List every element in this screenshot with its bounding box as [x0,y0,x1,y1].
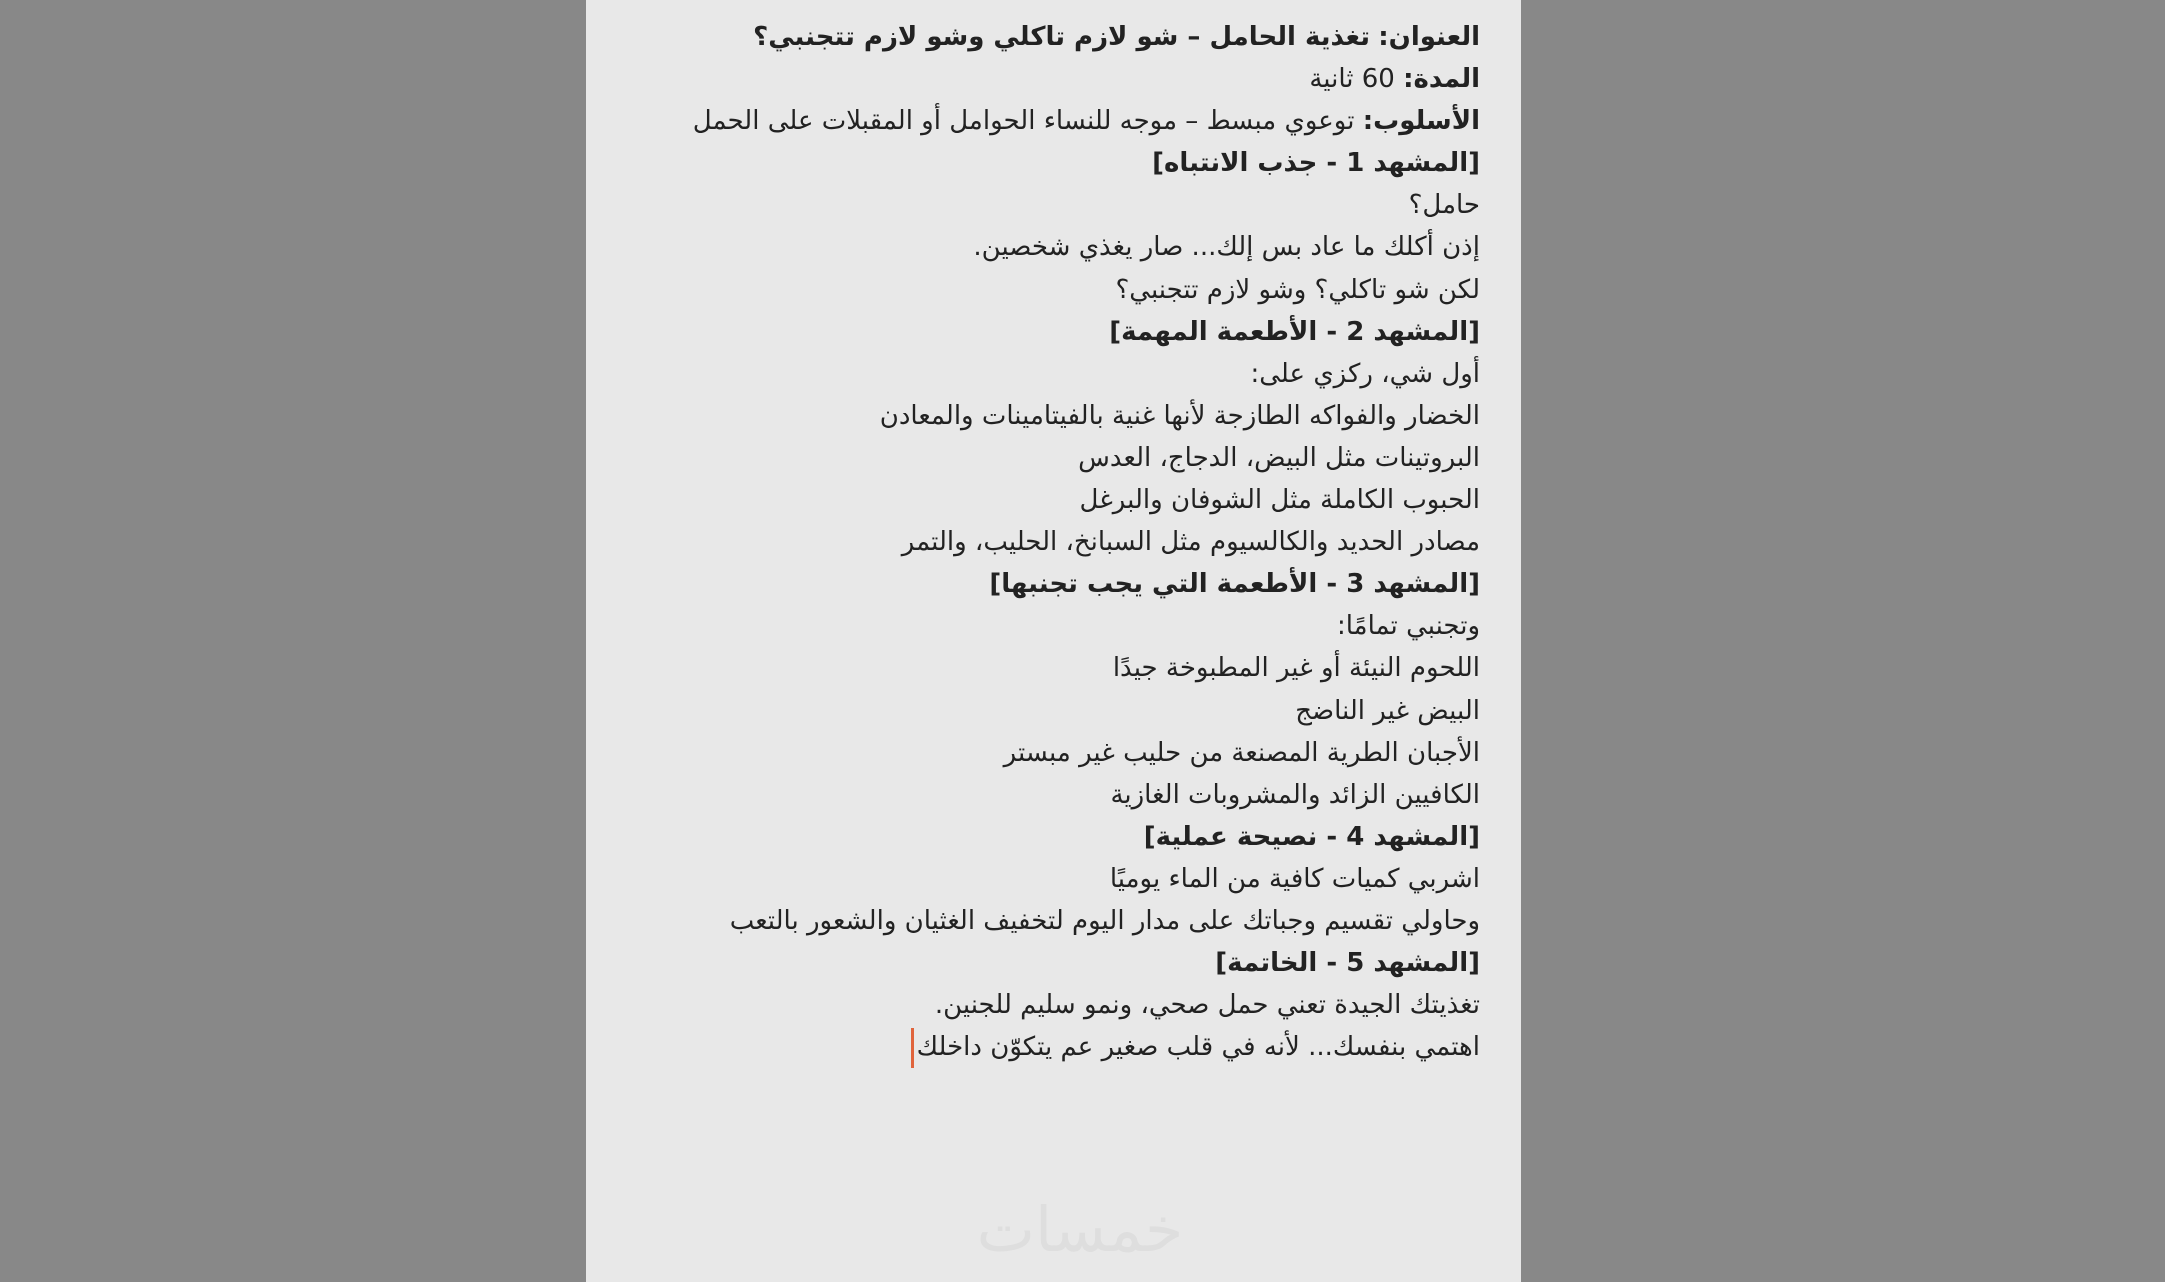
scene-3-heading: [المشهد 3 - الأطعمة التي يجب تجنبها] [989,569,1480,600]
text-cursor [911,1028,914,1068]
title-value: تغذية الحامل – شو لازم تاكلي وشو لازم تتجنبي؟ [753,22,1370,52]
duration-line [620,58,1480,100]
scene-3-line: اللحوم النيئة أو غير المطبوخة جيدًا [1112,653,1480,684]
scene-5-last-line [620,1026,1480,1068]
document-body[interactable] [620,16,1480,1068]
scene-2-line: الخضار والفواكه الطازجة لأنها غنية بالفيتامينات والمعادن [879,400,1480,431]
scene-5-line: اهتمي بنفسك... لأنه في قلب صغير عم يتكوّن داخلك [916,1032,1480,1063]
scene-5-heading: [المشهد 5 - الخاتمة] [1215,948,1480,979]
scene-5-line: تغذيتك الجيدة تعني حمل صحي، ونمو سليم للجنين. [934,990,1480,1021]
scene-2-line: مصادر الحديد والكالسيوم مثل السبانخ، الحليب، والتمر [901,527,1480,558]
style-label: الأسلوب: [1362,106,1480,137]
duration-label: المدة: [1403,64,1480,95]
scene-3-line: البيض غير الناضج [1295,695,1480,726]
scene-3-line: الأجبان الطرية المصنعة من حليب غير مبستر [1003,737,1480,768]
scene-2-line: أول شي، ركزي على: [1250,358,1480,389]
scene-1-line: إذن أكلك ما عاد بس إلك... صار يغذي شخصين. [973,232,1480,263]
scene-2-line: البروتينات مثل البيض، الدجاج، العدس [1078,442,1480,473]
title-line [620,16,1480,58]
scene-2-heading: [المشهد 2 - الأطعمة المهمة] [1109,316,1480,347]
scene-4-line: وحاولي تقسيم وجباتك على مدار اليوم لتخفيف الغثيان والشعور بالتعب [729,905,1480,936]
style-line [620,100,1480,142]
duration-value: 60 ثانية [1309,64,1395,95]
scene-1-line: لكن شو تاكلي؟ وشو لازم تتجنبي؟ [1115,274,1480,305]
scene-2-line: الحبوب الكاملة مثل الشوفان والبرغل [1079,485,1480,516]
scene-3-line: الكافيين الزائد والمشروبات الغازية [1110,779,1480,810]
style-value: توعوي مبسط – موجه للنساء الحوامل أو المقبلات على الحمل [692,106,1355,137]
title-label: العنوان: [1378,22,1480,52]
watermark-logo: خمسات [976,1193,1184,1266]
scene-4-heading: [المشهد 4 - نصيحة عملية] [1143,821,1480,852]
scene-1-line: حامل؟ [1408,190,1480,221]
scene-3-line: وتجنبي تمامًا: [1337,611,1480,642]
document-page [586,0,1521,1282]
scene-4-line: اشربي كميات كافية من الماء يوميًا [1109,863,1480,894]
scene-1-heading: [المشهد 1 - جذب الانتباه] [1152,148,1480,179]
